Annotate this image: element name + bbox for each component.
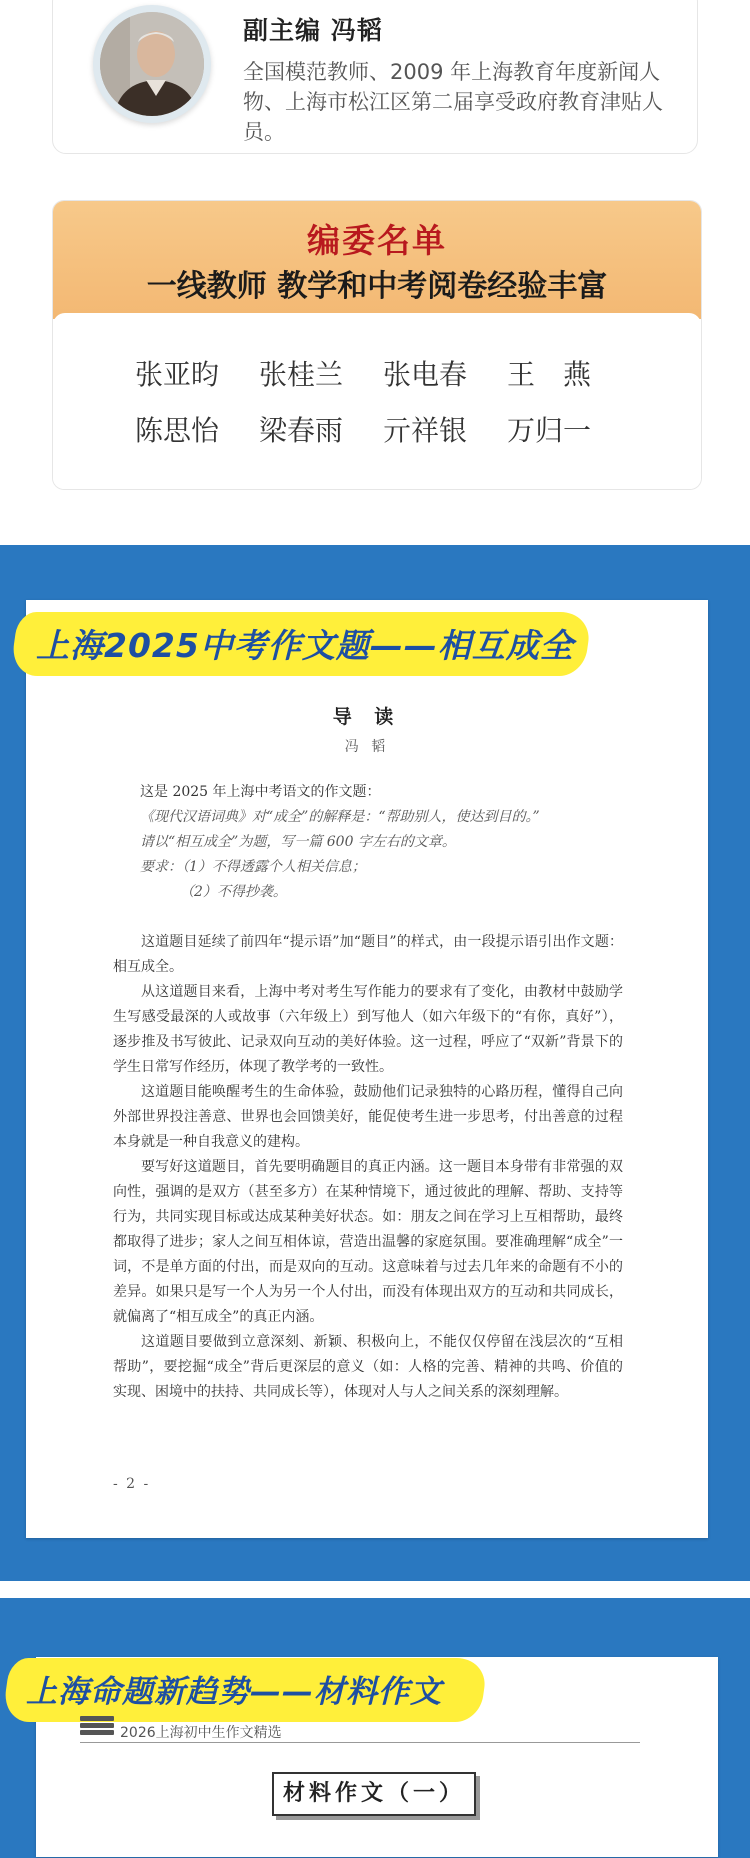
- board-member-name: 王 燕: [507, 358, 592, 391]
- doc-paragraph: 这道题目能唤醒考生的生命体验，鼓励他们记录独特的心路历程，懂得自己向外部世界投注善意、世界也会回馈美好，能促使考生进一步思考，付出善意的过程本身就是一种自我意义的建构。: [113, 1084, 623, 1150]
- doc-title: 导 读: [332, 706, 402, 728]
- prompt-line: 《现代汉语词典》对“成全”的解释是：“帮助别人，使达到目的。”: [140, 809, 540, 825]
- exam-prompt: [140, 780, 660, 905]
- section-banner-title: 上海命题新趋势——材料作文: [26, 1674, 442, 1710]
- avatar: [93, 5, 211, 123]
- book-stack-icon: [80, 1716, 114, 1738]
- board-member-name: 张桂兰: [259, 358, 344, 391]
- section-label: 材料作文（一）: [272, 1772, 476, 1816]
- section-banner-title: 上海2025中考作文题——相互成全: [36, 626, 574, 665]
- board-member-name: 张亚昀: [135, 358, 220, 391]
- prompt-line: 请以“相互成全”为题，写一篇 600 字左右的文章。: [140, 834, 456, 850]
- editorial-board-card: [52, 200, 702, 490]
- series-title: 2026上海初中生作文精选: [120, 1725, 282, 1741]
- board-title: 编委名单: [307, 221, 447, 260]
- author-photo: [100, 12, 204, 116]
- board-member-name: 梁春雨: [259, 414, 344, 447]
- prompt-line: 要求：（1）不得透露个人相关信息；: [140, 859, 366, 875]
- divider: [80, 1742, 640, 1743]
- board-member-name: 亓祥银: [383, 414, 468, 447]
- doc-paragraph: 这道题目延续了前四年“提示语”加“题目”的样式，由一段提示语引出作文题：相互成全。: [113, 934, 623, 975]
- board-member-name: 陈思怡: [135, 414, 220, 447]
- doc-paragraph: 从这道题目来看，上海中考对考生写作能力的要求有了变化，由教材中鼓励学生写感受最深的人或故事（六年级上）到写他人（如六年级下的“有你，真好”），逐步推及书写彼此、记录双向互动的美好体验。这一过程，呼应了“双新”背景下的学生日常写作经历，体现了教学考的一致性。: [113, 984, 623, 1075]
- doc-author: 冯 韬: [344, 739, 390, 755]
- board-subtitle: 一线教师 教学和中考阅卷经验丰富: [146, 269, 608, 304]
- doc-paragraph: 这道题目要做到立意深刻、新颖、积极向上，不能仅仅停留在浅层次的“互相帮助”，要挖掘“成全”背后更深层的意义（如：人格的完善、精神的共鸣、价值的实现、困境中的扶持、共同成长等），体现对人与人之间关系的深刻理解。: [113, 1334, 623, 1400]
- author-card: [52, 0, 698, 154]
- board-body: [53, 313, 701, 490]
- prompt-line: 这是 2025 年上海中考语文的作文题：: [140, 784, 381, 800]
- page-number: - 2 -: [113, 1476, 151, 1492]
- board-member-name: 万归一: [507, 414, 592, 447]
- board-header: [53, 201, 701, 319]
- author-role-name: 副主编 冯韬: [243, 16, 383, 45]
- board-member-name: 张电春: [383, 358, 468, 391]
- author-bio: 全国模范教师、2009 年上海教育年度新闻人物、上海市松江区第二届享受政府教育津贴人员。: [243, 60, 663, 144]
- prompt-line: （2）不得抄袭。: [180, 884, 287, 900]
- person-portrait-icon: [100, 12, 204, 116]
- doc-body: [113, 930, 623, 1405]
- doc-paragraph: 要写好这道题目，首先要明确题目的真正内涵。这一题目本身带有非常强的双向性，强调的是双方（甚至多方）在某种情境下，通过彼此的理解、帮助、支持等行为，共同实现目标或达成某种美好状态。如：朋友之间在学习上互相帮助，最终都取得了进步；家人之间互相体谅，营造出温馨的家庭氛围。要准确理解“成全”一词，不是单方面的付出，而是双向的互动。这意味着与过去几年来的命题有不小的差异。如果只是写一个人为另一个人付出，而没有体现出双方的互动和共同成长，就偏离了“相互成全”的真正内涵。: [113, 1159, 623, 1325]
- board-names-list: [135, 355, 631, 451]
